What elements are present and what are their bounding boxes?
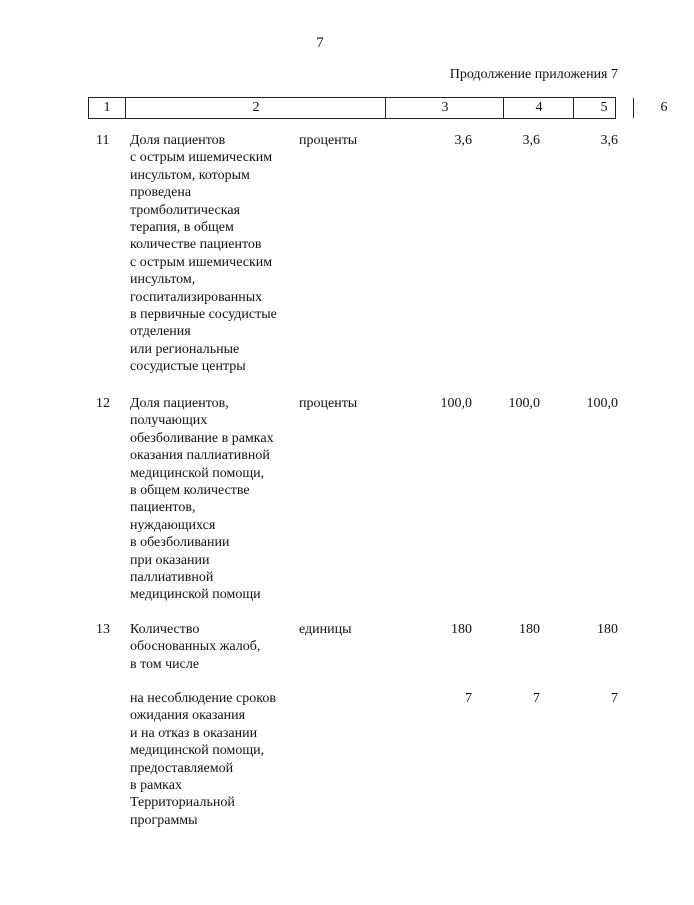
- column-header-2: 2: [125, 98, 386, 118]
- row-number: 12: [96, 396, 110, 411]
- row-unit: проценты: [299, 396, 358, 411]
- column-header-4: 4: [503, 98, 574, 118]
- row-value-col5: 100,0: [508, 396, 540, 411]
- page-number: 7: [316, 35, 324, 51]
- column-header-1: 1: [103, 100, 111, 115]
- column-header-6: 6: [633, 98, 694, 118]
- row-number: 13: [96, 622, 110, 637]
- row-description: Количество обоснованных жалоб, в том числе: [130, 622, 261, 672]
- row-description: на несоблюдение сроков ожидания оказания и на отказ в оказании медицинской помощи, предоставляемой в рамках Территориальной программы: [130, 691, 276, 828]
- row-value-col6: 7: [611, 691, 618, 706]
- continuation-caption: Продолжение приложения 7: [449, 67, 618, 82]
- row-value-col4: 180: [451, 622, 472, 637]
- table-header: [88, 97, 668, 119]
- row-value-col5: 3,6: [522, 133, 540, 148]
- row-value-col4: 3,6: [454, 133, 472, 148]
- row-description: Доля пациентов с острым ишемическим инсультом, которым проведена тромболитическая терапия, в общем количестве пациентов с острым ишемическим инсультом, госпитализированных в первичные сосудистые отделения или региональные сосудистые центры: [130, 133, 277, 375]
- row-unit: проценты: [299, 133, 358, 148]
- row-value-col5: 7: [533, 691, 540, 706]
- row-unit: единицы: [299, 622, 352, 637]
- column-header-5: 5: [573, 98, 634, 118]
- row-value-col4: 7: [465, 691, 472, 706]
- row-number: 11: [96, 133, 110, 148]
- row-value-col6: 100,0: [586, 396, 618, 411]
- column-header-3: 3: [385, 98, 504, 118]
- row-value-col6: 180: [597, 622, 618, 637]
- row-description: Доля пациентов, получающих обезболивание в рамках оказания паллиативной медицинской помощи, в общем количестве пациентов, нуждающихся в обезболивании при оказании паллиативной медицинской помощи: [130, 396, 274, 603]
- row-value-col5: 180: [519, 622, 540, 637]
- row-value-col4: 100,0: [440, 396, 472, 411]
- row-value-col6: 3,6: [600, 133, 618, 148]
